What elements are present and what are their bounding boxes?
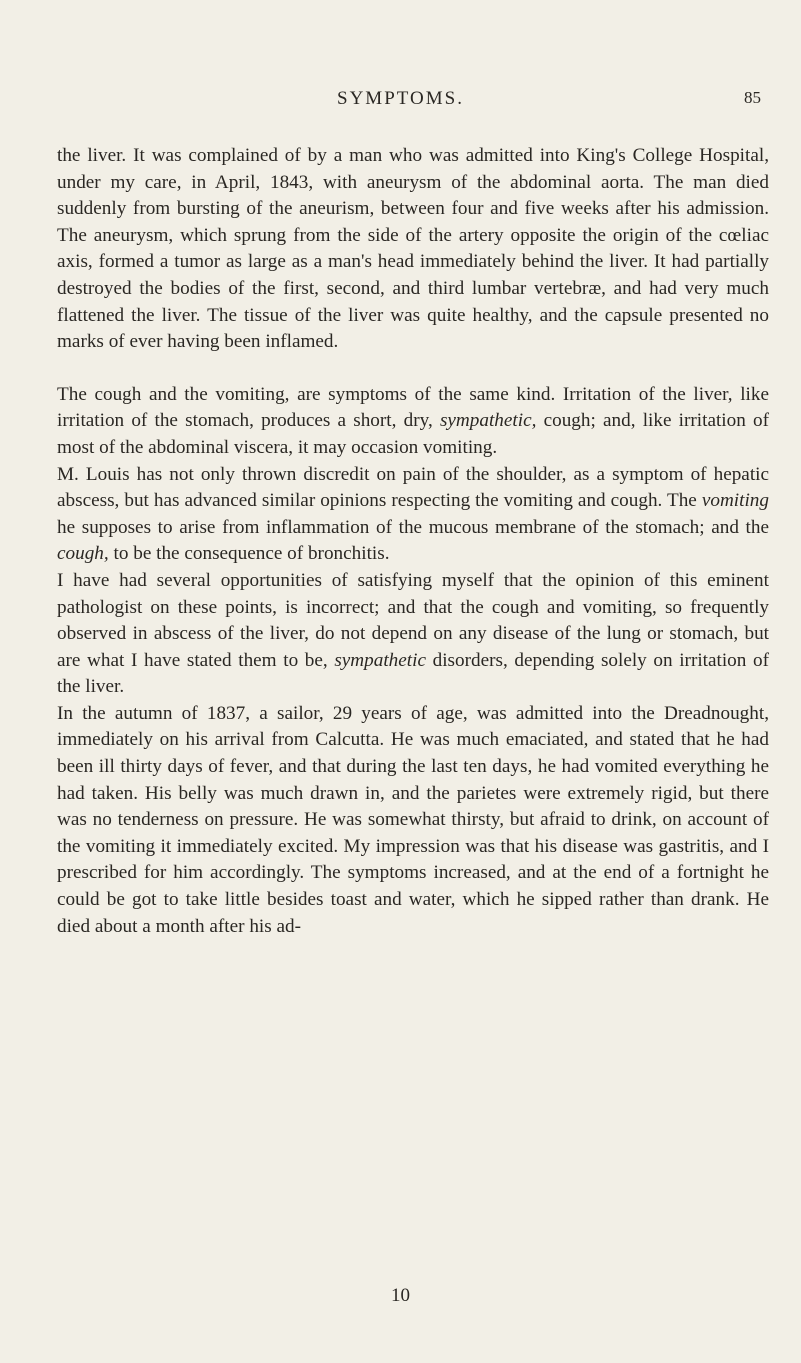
signature-mark: 10 — [391, 1285, 410, 1306]
paragraph-louis-opinion — [57, 462, 769, 568]
emphasis-text: cough, — [57, 543, 109, 565]
emphasis-text: vomiting — [701, 490, 769, 512]
running-title: SYMPTOMS. — [337, 88, 464, 109]
running-head — [0, 88, 801, 112]
paragraph-text: cough; and, like irritation of most of the abdominal viscera, it may occasion vomiting. — [57, 410, 769, 458]
paragraph-gap — [57, 356, 769, 382]
paragraph-sailor-case: In the autumn of 1837, a sailor, 29 years of age, was admitted into the Dreadnought, immediately on his arrival from Calcutta. He was much emaciated, and stated that he had been ill thirty days of fever, and that during the last ten days, he had vomited everything he had taken. His belly was much drawn in, and the parietes were extremely rigid, but there was no tenderness on pressure. He was somewhat thirsty, but afraid to drink, on account of the vomiting it immediately excited. My impression was that his disease was gastritis, and I prescribed for him accordingly. The symptoms increased, and at the end of a fortnight he could be got to take little besides toast and water, which he sipped rather than drank. He died about a month after his ad- — [57, 702, 769, 937]
body-text — [57, 143, 769, 940]
emphasis-text: sympathetic, — [439, 410, 537, 432]
paragraph-aneurysm-case: the liver. It was complained of by a man who was admitted into King's College Hospital, under my care, in April, 1843, with aneurysm of the abdominal aorta. The man died suddenly from bursting of the aneurism, between four and five weeks after his admission. The aneurysm, which sprung from the side of the artery opposite the origin of the cœliac axis, formed a tumor as large as a man's head immediately behind the liver. It had partially destroyed the bodies of the first, second, and third lumbar vertebræ, and had very much flattened the liver. The tissue of the liver was quite healthy, and the capsule presented no marks of ever having been inflamed. — [57, 145, 769, 353]
emphasis-text: sympathetic — [334, 649, 426, 671]
paragraph-cough-vomiting — [57, 382, 769, 462]
page-number: 85 — [744, 88, 761, 107]
paragraph-text: M. Louis has not only thrown discredit on pain of the shoulder, as a symptom of hepatic abscess, but has advanced similar opinions respecting the vomiting and cough. The — [57, 463, 769, 512]
paragraph-text: disorders, depending solely on irritation of the liver. — [57, 649, 769, 698]
paragraph-text: The cough and the vomiting, are symptoms of the same kind. Irritation of the liver, like irritation of the stomach, produces a short, dry, — [57, 383, 769, 432]
paragraph-text: to be the consequence of bronchitis. — [108, 543, 390, 565]
paragraph-author-opinion — [57, 568, 769, 701]
paragraph-text: I have had several opportunities of satisfying myself that the opinion of this eminent pathologist on these points, is incorrect; and that the cough and vomiting, so frequently observed in abscess of the liver, do not depend on any disease of the lung or stomach, but are what I have stated them to be, — [57, 569, 769, 671]
paragraph-text: he supposes to arise from inflammation of the mucous membrane of the stomach; and the — [57, 516, 769, 538]
